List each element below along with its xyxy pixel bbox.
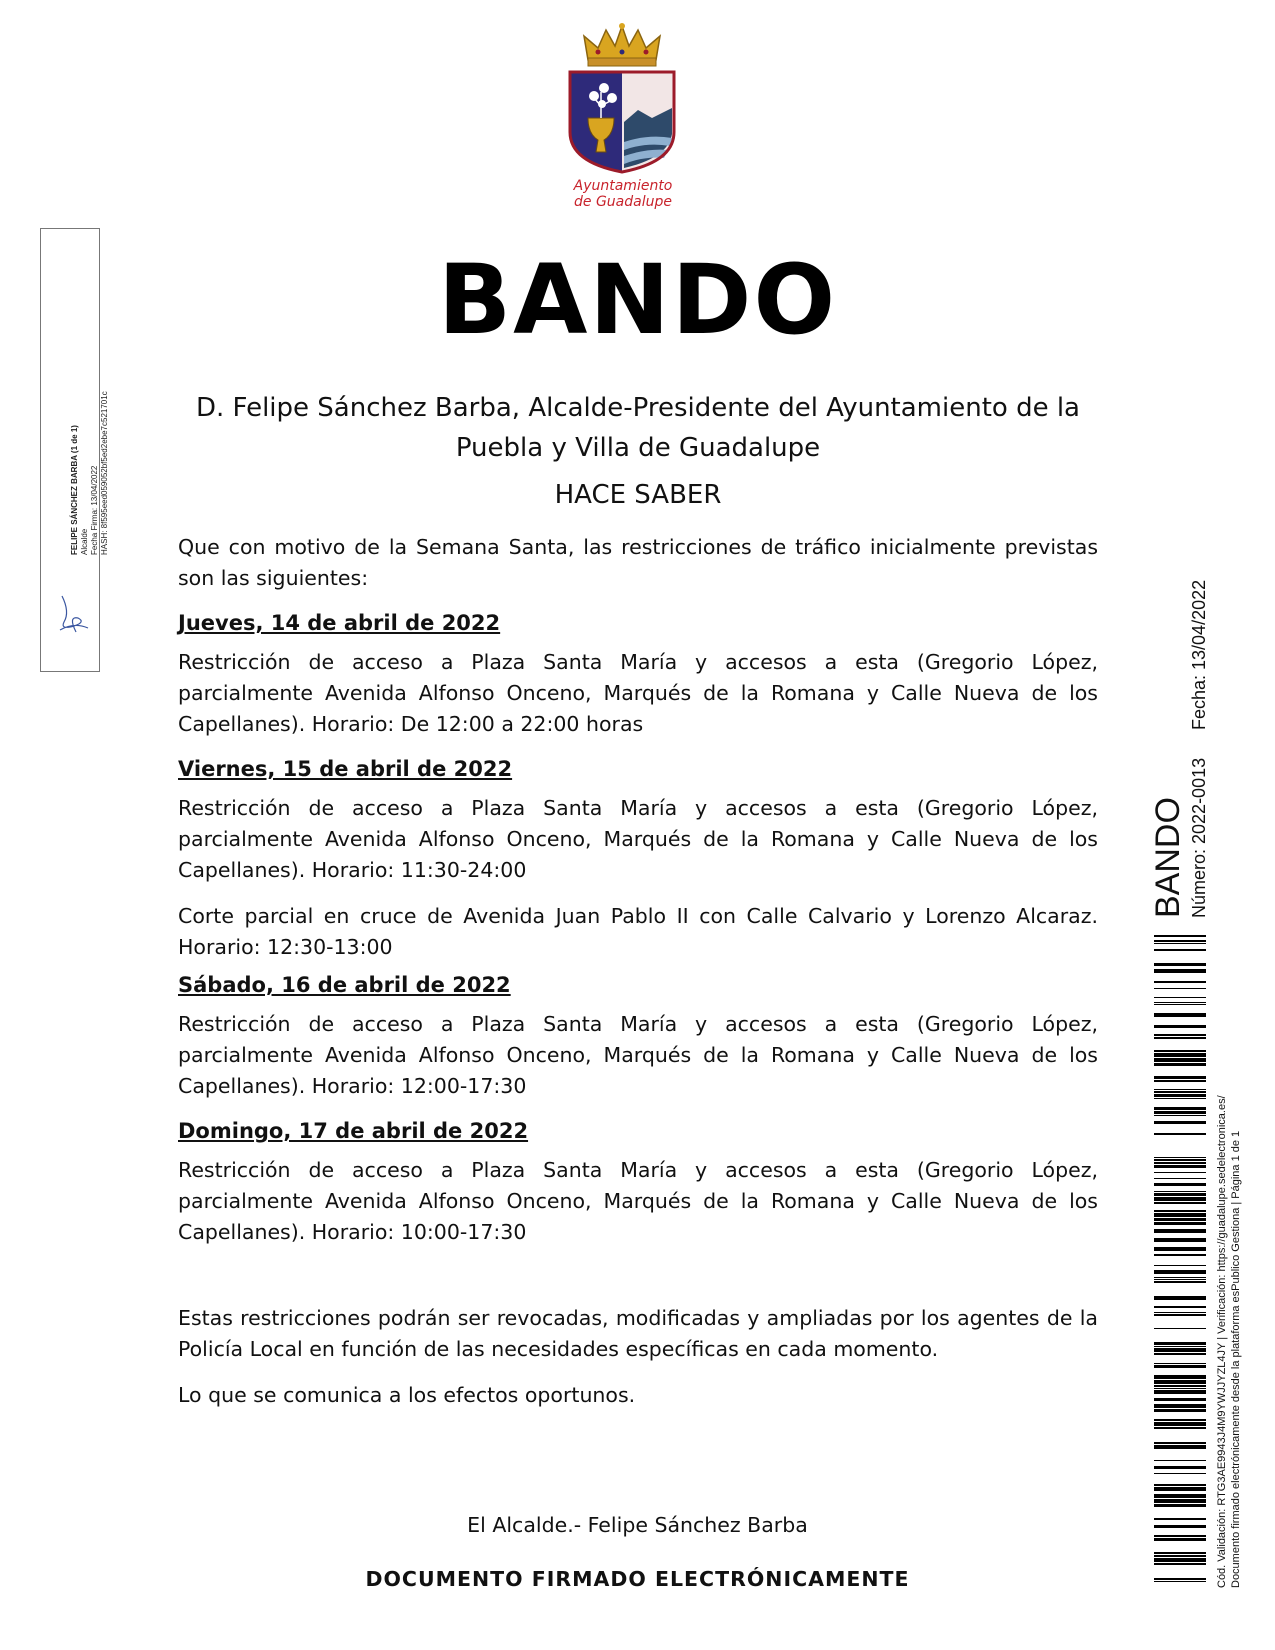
handwritten-signature-icon (56, 592, 92, 640)
stamp-doc-type: BANDO (1149, 797, 1187, 918)
intro-text: D. Felipe Sánchez Barba, Alcalde-Presidente del Ayuntamiento de la Puebla y Villa de Guadalupe (196, 393, 1080, 463)
barcode-bar (1154, 1487, 1206, 1491)
document-body (178, 388, 1098, 1426)
barcode-bar (1154, 1254, 1206, 1256)
barcode-bar (1154, 1494, 1206, 1498)
barcode-bar (1154, 1473, 1206, 1474)
barcode-bar (1154, 1312, 1206, 1313)
barcode-bar (1154, 1279, 1206, 1280)
barcode-bar (1154, 1581, 1206, 1582)
barcode-bar (1154, 1365, 1206, 1368)
hace-saber: HACE SABER (554, 480, 722, 510)
day-heading-friday: Viernes, 15 de abril de 2022 (178, 757, 513, 781)
barcode-bar (1154, 1281, 1206, 1283)
barcode-bar (1154, 1419, 1206, 1421)
barcode-bar (1154, 981, 1206, 983)
coat-of-arms-icon (568, 22, 676, 182)
barcode-bar (1154, 1037, 1206, 1039)
barcode-bar (1154, 1076, 1206, 1079)
barcode-bar (1154, 1098, 1206, 1099)
barcode-bar (1154, 1388, 1206, 1389)
communicate-paragraph: Lo que se comunica a los efectos oportunos. (178, 1383, 636, 1407)
barcode-bar (1154, 1053, 1206, 1057)
barcode-bar (1154, 1091, 1206, 1093)
barcode-bar (1154, 1080, 1206, 1082)
barcode-bar (1154, 1538, 1206, 1541)
barcode-bar (1154, 1162, 1206, 1164)
barcode-bar (1154, 1353, 1206, 1355)
barcode-bar (1154, 1178, 1206, 1179)
barcode-bar (1154, 1213, 1206, 1217)
barcode-bar (1154, 963, 1206, 966)
barcode-bar (1154, 1107, 1206, 1110)
barcode-bar (1154, 1210, 1206, 1212)
barcode-bar (1154, 1484, 1206, 1486)
barcode-bar (1154, 1427, 1206, 1429)
barcode-bar (1154, 1191, 1206, 1192)
barcode-bar (1154, 1115, 1206, 1116)
day-paragraph: Restricción de acceso a Plaza Santa María y accesos a esta (Gregorio López, parcialmente Avenida Alfonso Onceno, Marqués de la Romana y Calle Nueva de los Capellanes). Horario: 12:00-17:30 (178, 1012, 1098, 1098)
barcode-bar (1154, 1442, 1206, 1444)
barcode-bar (1154, 1197, 1206, 1201)
barcode-bar (1154, 1555, 1206, 1557)
barcode-bar (1154, 1157, 1206, 1158)
barcode-bar (1154, 1328, 1206, 1329)
barcode-bar (1154, 1563, 1206, 1565)
barcode-bar (1154, 1063, 1206, 1066)
day-paragraph: Restricción de acceso a Plaza Santa María y accesos a esta (Gregorio López, parcialmente Avenida Alfonso Onceno, Marqués de la Romana y Calle Nueva de los Capellanes). Horario: 10:00-17:30 (178, 1158, 1098, 1244)
barcode-bar (1154, 1306, 1206, 1308)
stamp-numero: Número: 2022-0013 (1189, 757, 1209, 918)
barcode-bar (1154, 1004, 1206, 1005)
barcode-bar (1154, 1409, 1206, 1412)
barcode-bar (1154, 1193, 1206, 1196)
crest-caption (548, 178, 698, 210)
barcode-bar (1154, 1183, 1206, 1186)
stamp-validation: Cód. Validación: RTG3AE9943J4M9YWJJYZL4JY | Verificación: https://guadalupe.sedelectronica.es/ (1216, 1095, 1228, 1588)
day-heading-thursday: Jueves, 14 de abril de 2022 (178, 611, 501, 635)
barcode-bar (1154, 1202, 1206, 1204)
barcode-bar (1154, 1218, 1206, 1221)
barcode-bar (1154, 1380, 1206, 1384)
mayor-signature: El Alcalde.- Felipe Sánchez Barba (467, 1513, 808, 1537)
document-title: BANDO (437, 244, 838, 356)
signature-date: Fecha Firma: 13/04/2022 (90, 465, 99, 555)
barcode-bar (1154, 1133, 1206, 1135)
day-heading-sunday: Domingo, 17 de abril de 2022 (178, 1119, 529, 1143)
barcode-bar (1154, 1314, 1206, 1316)
signature-box-text (70, 335, 110, 555)
barcode-bar (1154, 1445, 1206, 1449)
barcode-bar (1154, 1385, 1206, 1387)
barcode-bar (1154, 1552, 1206, 1554)
barcode-bar (1154, 1346, 1206, 1347)
barcode-bar (1154, 949, 1206, 951)
barcode-bar (1154, 1121, 1206, 1124)
day-paragraph: Corte parcial en cruce de Avenida Juan Pablo II con Calle Calvario y Lorenzo Alcaraz. Horario: 12:30-13:00 (178, 904, 1098, 959)
barcode-bar (1154, 1525, 1206, 1528)
signer-role: Alcalde (80, 528, 89, 555)
barcode-bar (1154, 1499, 1206, 1503)
barcode-bar (1154, 1363, 1206, 1364)
barcode-bar (1154, 969, 1206, 973)
barcode-bar (1154, 1348, 1206, 1352)
crest-caption-line2: de Guadalupe (574, 194, 672, 210)
barcode-bar (1154, 997, 1206, 998)
barcode-bar (1154, 1578, 1206, 1580)
barcode-bar (1154, 1460, 1206, 1461)
barcode-bar (1154, 1013, 1206, 1017)
signed-electronically: DOCUMENTO FIRMADO ELECTRÓNICAMENTE (365, 1567, 910, 1591)
barcode-bar (1154, 1034, 1206, 1036)
barcode-bar (1154, 943, 1206, 944)
day-paragraph: Restricción de acceso a Plaza Santa María y accesos a esta (Gregorio López, parcialmente Avenida Alfonso Onceno, Marqués de la Romana y Calle Nueva de los Capellanes). Horario: De 12:00 a 22:00 horas (178, 650, 1098, 736)
day-heading-saturday: Sábado, 16 de abril de 2022 (178, 973, 511, 997)
barcode-bar (1154, 1504, 1206, 1507)
barcode-bar (1154, 1247, 1206, 1251)
barcode-bar (1154, 1270, 1206, 1274)
signer-name: FELIPE SÁNCHEZ BARBA (1 de 1) (70, 425, 79, 555)
barcode-bar (1154, 1238, 1206, 1242)
barcode-icon (1154, 935, 1206, 1585)
barcode-bar (1154, 1518, 1206, 1520)
day-paragraph: Restricción de acceso a Plaza Santa María y accesos a esta (Gregorio López, parcialmente Avenida Alfonso Onceno, Marqués de la Romana y Calle Nueva de los Capellanes). Horario: 11:30-24:00 (178, 796, 1098, 882)
barcode-bar (1154, 1398, 1206, 1401)
barcode-bar (1154, 1558, 1206, 1562)
stamp-platform: Documento firmado electrónicamente desde la plataforma esPublico Gestiona | Página 1 de 1 (1230, 1130, 1242, 1588)
barcode-bar (1154, 1375, 1206, 1379)
barcode-bar (1154, 1277, 1206, 1278)
barcode-bar (1154, 1296, 1206, 1300)
barcode-bar (1154, 935, 1206, 937)
lead-paragraph: Que con motivo de la Semana Santa, las restricciones de tráfico inicialmente previstas son las siguientes: (178, 535, 1098, 590)
barcode-bar (1154, 1390, 1206, 1394)
barcode-bar (1154, 1265, 1206, 1266)
barcode-bar (1154, 1089, 1206, 1090)
barcode-bar (1154, 1111, 1206, 1114)
barcode-bar (1154, 1466, 1206, 1469)
barcode-bar (1154, 1404, 1206, 1408)
barcode-bar (1154, 1535, 1206, 1537)
barcode-bar (1154, 1094, 1206, 1097)
barcode-bar (1154, 1229, 1206, 1233)
barcode-bar (1154, 940, 1206, 942)
barcode-bar (1154, 1025, 1206, 1028)
barcode-bar (1154, 1159, 1206, 1161)
barcode-bar (1154, 1422, 1206, 1426)
barcode-bar (1154, 1342, 1206, 1345)
signature-hash: HASH: 8f595eed059052bf5ed2ebe7c521701c (100, 391, 109, 555)
barcode-bar (1154, 1002, 1206, 1003)
barcode-bar (1154, 988, 1206, 989)
crest-caption-line1: Ayuntamiento (573, 178, 673, 194)
barcode-bar (1154, 1222, 1206, 1225)
barcode-bar (1154, 1050, 1206, 1052)
spacer (178, 1263, 1098, 1303)
barcode-bar (1154, 1058, 1206, 1062)
barcode-bar (1154, 1165, 1206, 1168)
closing-paragraph: Estas restricciones podrán ser revocadas, modificadas y ampliadas por los agentes de la Policía Local en función de las necesidades específicas en cada momento. (178, 1306, 1098, 1361)
stamp-fecha: Fecha: 13/04/2022 (1189, 579, 1209, 730)
barcode-bar (1154, 1172, 1206, 1173)
